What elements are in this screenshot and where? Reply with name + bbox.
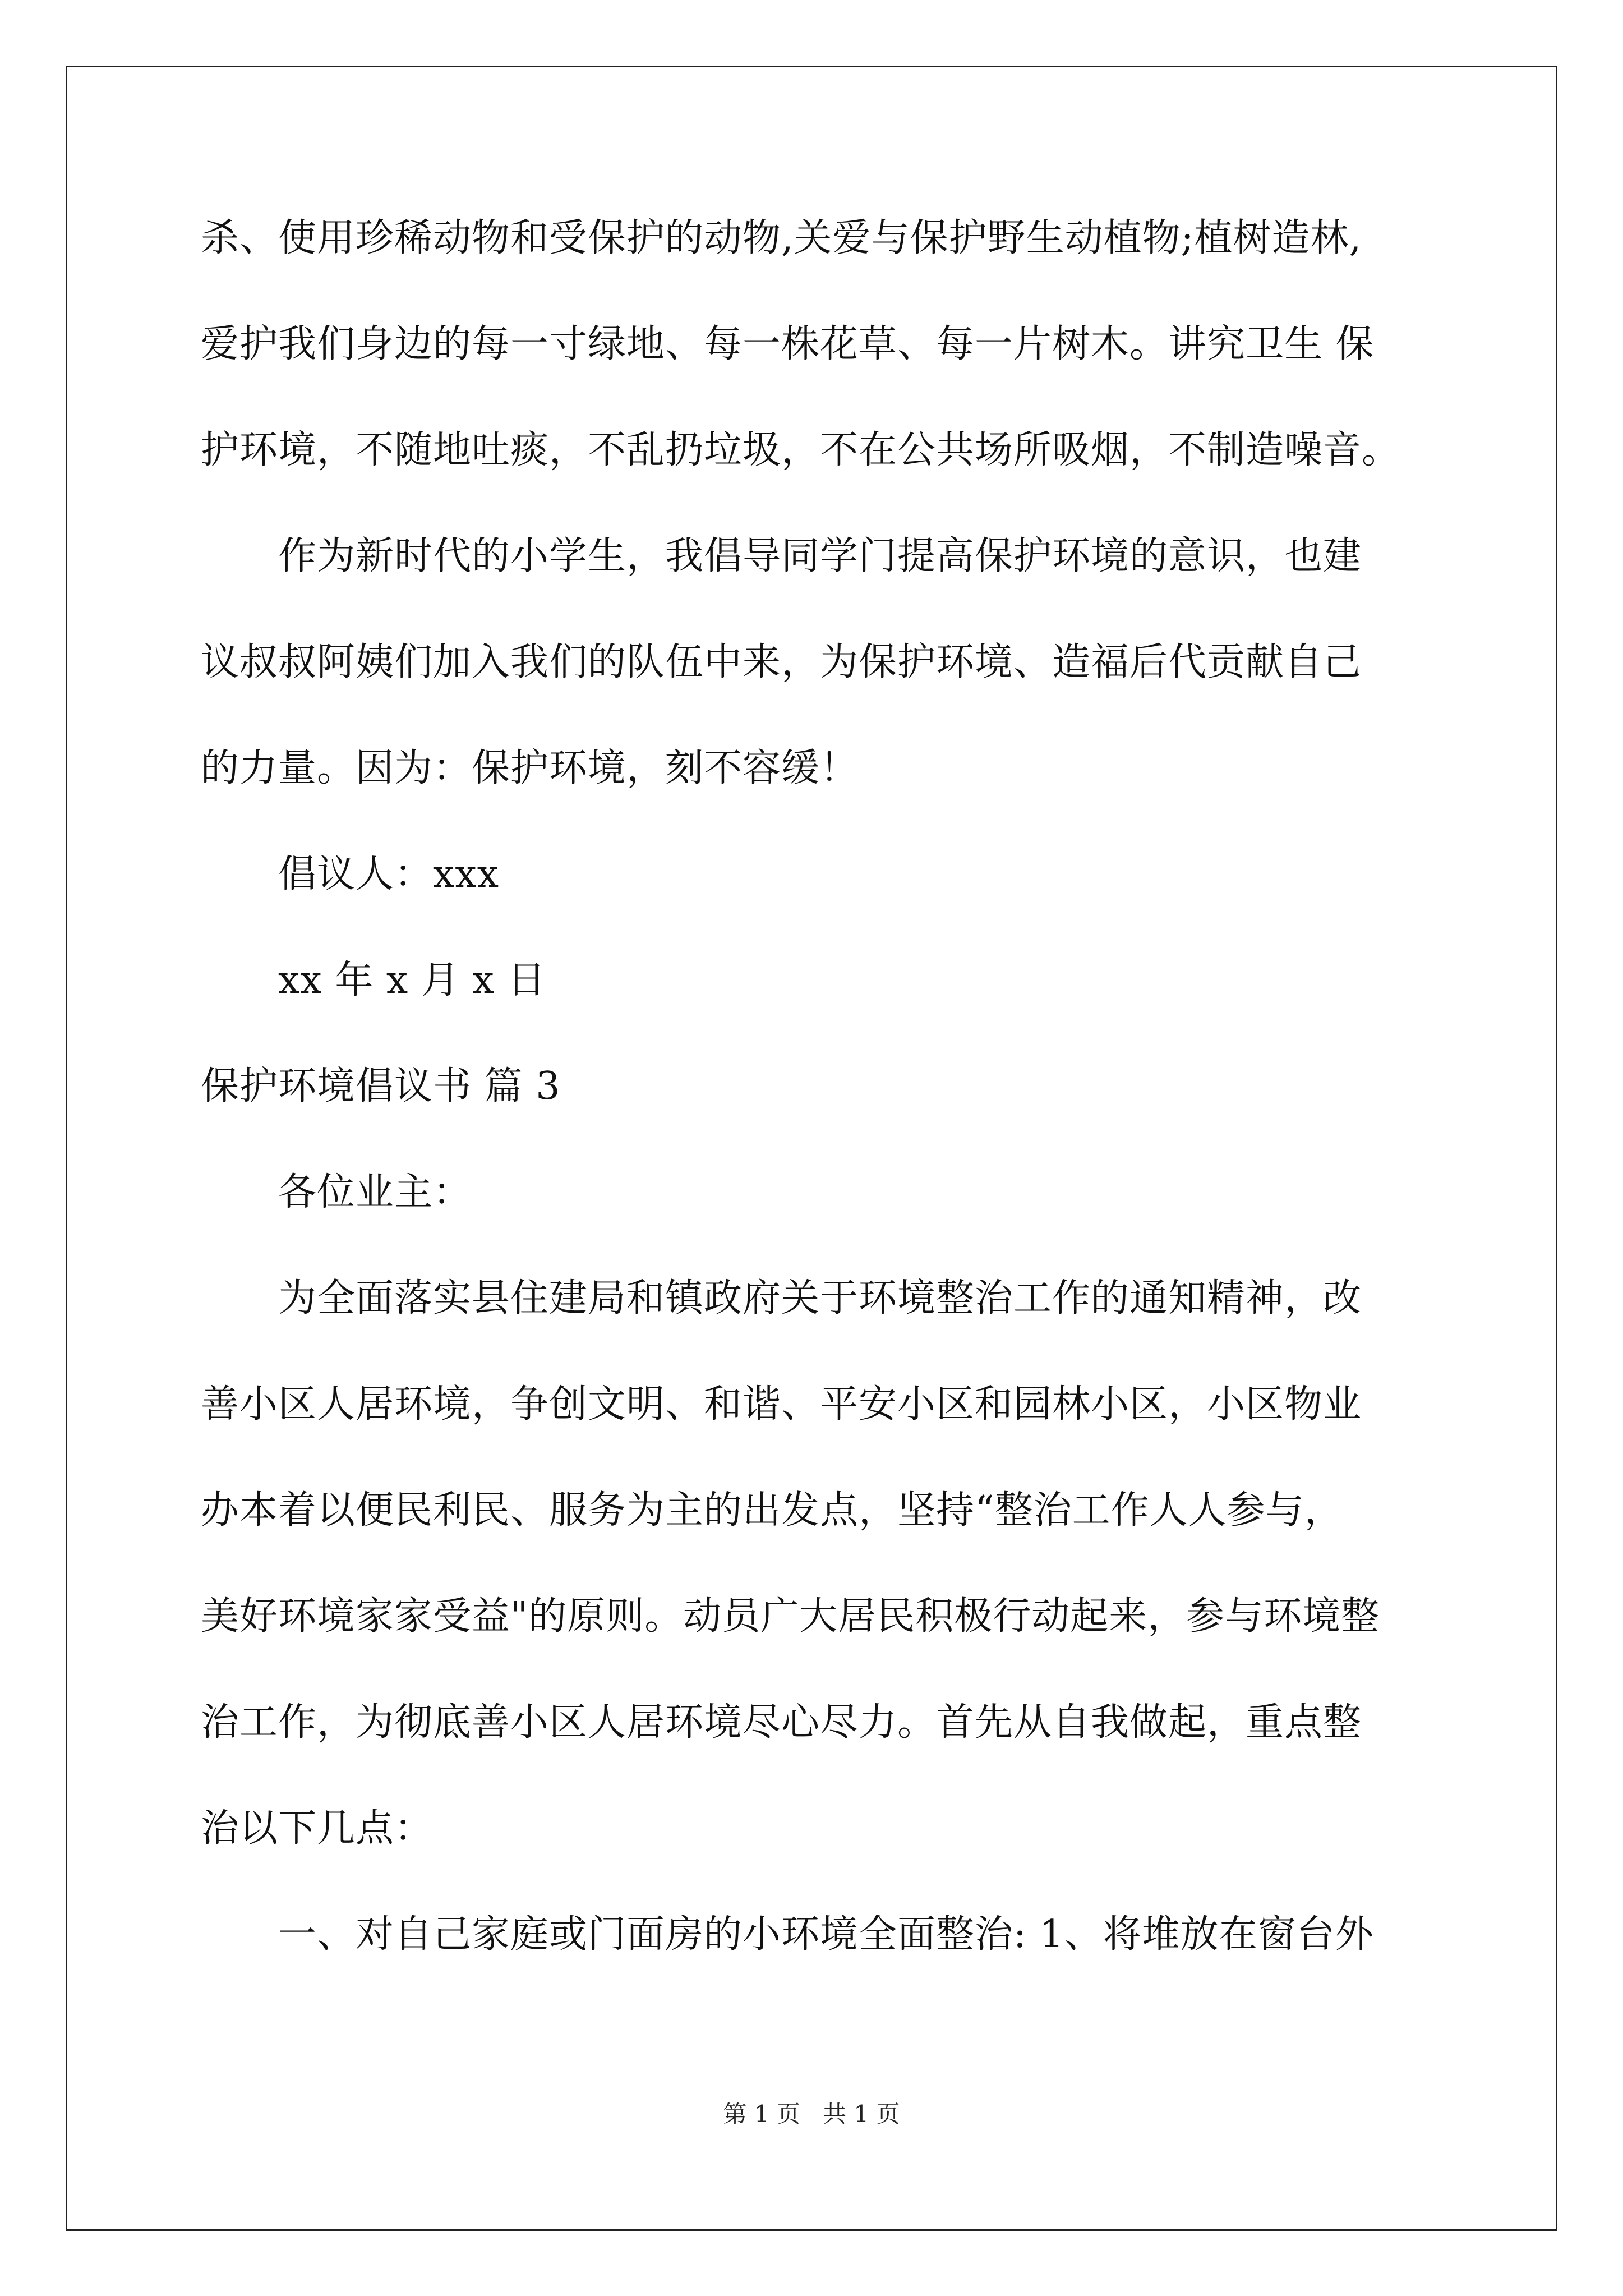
document-body	[201, 210, 1443, 2013]
text-line: 护环境，不随地吐痰，不乱扔垃圾，不在公共场所吸烟，不制造噪音。	[201, 428, 1401, 472]
text-line: 办本着以便民利民、服务为主的出发点，坚持“整治工作人人参与，	[201, 1488, 1343, 1533]
text-line: 治以下几点：	[201, 1806, 434, 1851]
paragraph-start: 一、对自己家庭或门面房的小环境全面整治: 1、将堆放在窗台外	[278, 1912, 1374, 1957]
text-line: 杀、使用珍稀动物和受保护的动物,关爱与保护野生动植物;植树造林,	[201, 216, 1362, 260]
text-line: 爱护我们身边的每一寸绿地、每一株花草、每一片树木。讲究卫生 保	[201, 322, 1375, 366]
salutation: 各位业主：	[278, 1170, 472, 1214]
date-line: xx 年 x 月 x 日	[278, 958, 546, 1002]
section-heading: 保护环境倡议书 篇 3	[201, 1064, 561, 1108]
text-line: 善小区人居环境，争创文明、和谐、平安小区和园林小区，小区物业	[201, 1382, 1362, 1427]
text-line: 议叔叔阿姨们加入我们的队伍中来，为保护环境、造福后代贡献自己	[201, 640, 1362, 684]
text-line: 治工作，为彻底善小区人居环境尽心尽力。首先从自我做起，重点整	[201, 1700, 1362, 1745]
page-number-footer: 第 1 页 共 1 页	[723, 2100, 900, 2128]
text-line: 的力量。因为：保护环境，刻不容缓！	[201, 746, 859, 790]
paragraph-start: 作为新时代的小学生，我倡导同学门提高保护环境的意识，也建	[278, 534, 1362, 578]
signatory: 倡议人：xxx	[278, 852, 500, 896]
text-line: 美好环境家家受益"的原则。动员广大居民积极行动起来，参与环境整	[201, 1594, 1380, 1639]
paragraph-start: 为全面落实县住建局和镇政府关于环境整治工作的通知精神，改	[278, 1276, 1362, 1320]
